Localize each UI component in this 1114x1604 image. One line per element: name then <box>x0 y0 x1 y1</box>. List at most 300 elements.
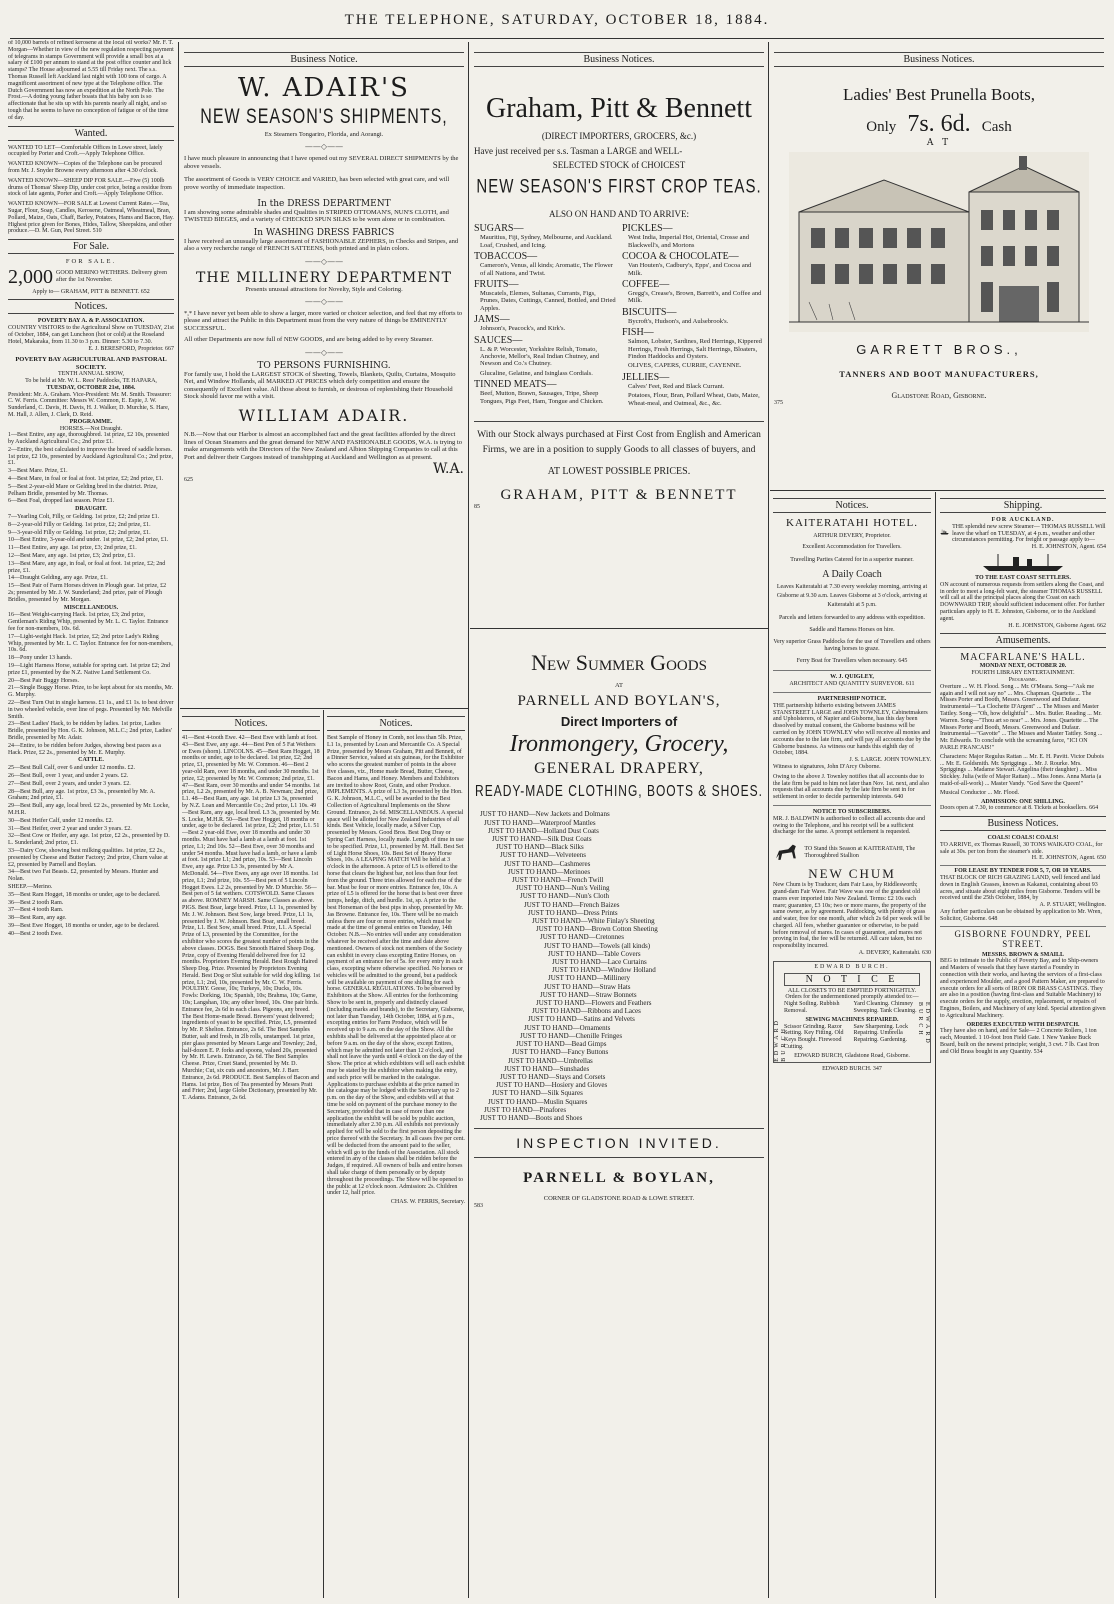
programme-title: PROGRAMME. <box>69 418 113 425</box>
grocery-item <box>622 327 764 360</box>
partnership-owing: Owing to the above J. Townley notifies that all accounts due to the late firm be paid to him not later than Nov. 1st. next, and also requests that all accounts due by the late firm be sent in for settlement in order to decide partnership interests. 640 <box>773 773 930 801</box>
show-class-item: 8—2-year-old Filly or Gelding. 1st prize, £2; 2nd prize, £1. <box>8 521 151 528</box>
eastcoast-title: TO THE EAST COAST SETTLERS. <box>975 574 1071 581</box>
admission: ADMISSION: ONE SHILLING. <box>981 798 1065 805</box>
wanted-ad: WANTED TO LET—Comfortable Offices in Lowe street, lately occupied by Porter and Croft.—Apply Telephone Office. <box>8 144 163 158</box>
dress-text: I am showing some admirable shades and Qualities in STRIPED OTTOMAN'S, NUN'S CLOTH, and TWISTED BIEGES, and a variety of CHECKED SPUN SILKS to be worn alone or in combination. <box>184 209 449 224</box>
show-class-item: 38—Best Ram, any age. <box>8 915 67 922</box>
grocery-item-heading: PICKLES— <box>622 223 673 235</box>
parnell-signature: PARNELL & BOYLAN, <box>523 1170 715 1187</box>
grocery-item <box>622 362 764 369</box>
shipping-header: Shipping. <box>940 498 1106 513</box>
show-class-item: 28—Best Bull, any age. 1st prize, £3 3s., presented by Mr. A. Graham; 2nd prize, £1. <box>8 788 156 802</box>
grocery-item <box>474 251 616 277</box>
adair-intro: I have much pleasure in announcing that I have opened out my SEVERAL DIRECT SHIPMENTS by the above vessels. <box>184 155 459 170</box>
grocery-item <box>474 370 616 377</box>
show-class-item: 39—Best Ewe Hogget, 18 months or under, age to be declared. <box>8 922 160 929</box>
show-class-item: 13—Best Mare, any age, in foal, or foal at foot. 1st prize, £2; 2nd prize, £1. <box>8 560 166 574</box>
stallion-text: New Chum is by Traducer, dam Fair Lass, by Riddlesworth; grand-dam Fair Wave. Fair Wave was one of the grandest old mares ever imported into New Zealand. Terms: £2 10s each mare; guarantee, £3 10s; two or more mares, the property of the same owner, as by agreement. Paddocking, with plenty of grass and water, free for one month, after which 2s 6d per week will be charged. All fees, whether guarantee or otherwise, to be paid before removal of mares. In cases of guarantee, and mares not proving in foal, the fee will be returned. All care taken, but no responsibility incurred. <box>773 882 930 950</box>
just-to-hand-line: JUST TO HAND—Waterproof Mantles <box>484 818 596 827</box>
parnell-drapery: GENERAL DRAPERY, <box>534 760 704 778</box>
quigley-name: W. J. QUIGLEY, <box>773 670 931 681</box>
horse-icon <box>773 840 800 866</box>
grocery-item <box>622 279 764 305</box>
show-class-item: 4—Best Mare, in foal or foal at foot. 1st prize, £2; 2nd prize, £1. <box>8 476 164 483</box>
notices-header: Notices. <box>8 299 174 314</box>
parnell-iron: Ironmongery, Grocery, <box>509 731 729 758</box>
adair-header: Business Notice. <box>184 52 464 67</box>
just-to-hand-line: JUST TO HAND—Ribbons and Laces <box>532 1007 641 1016</box>
just-to-hand-line: JUST TO HAND—Nun's Veiling <box>516 884 610 893</box>
ship2-text: ON account of numerous requests from settlers along the Coast, and in order to meet a long-felt want, the steamer THOMAS RUSSELL will call at all the principal places along the Coast on each DOWNWARD TRIP, should sufficient inducement offer. For further particulars apply to H. E. Johnston, Gisborne, or to the Auckland agent. <box>940 581 1105 622</box>
saddle-text: Saddle and Harness Horses on hire. <box>809 627 895 634</box>
grocery-item-heading: COFFEE— <box>622 279 670 291</box>
forsale-number: 2,000 <box>8 265 53 288</box>
show-class-item: 22—Best Turn Out in single harness. £1 1s., and £1 1s. to best driver in two wheeled vehicle, over line of pegs. Presented by Mr. Melville Smith. <box>8 699 174 720</box>
ship1-ad <box>940 524 1106 544</box>
ornament: ——◇—— <box>304 297 344 307</box>
grocery-item-detail: Potatoes, Flour, Bran, Pollard Wheat, Oats, Maize, Wheat-meal, and Oatmeal, &c., &c. <box>628 392 760 407</box>
partnership-sig: J. S. LARGE. JOHN TOWNLEY. <box>849 757 931 764</box>
graham-title: Graham, Pitt & Bennett <box>486 93 752 124</box>
just-to-hand-line: JUST TO HAND—Silk Squares <box>492 1089 583 1098</box>
grocery-item <box>622 392 764 407</box>
society-where: To be held at Mr. W. L. Rees' Paddocks, TE HAPARA, <box>25 377 157 384</box>
burch-bottom: EDWARD BURCH. 347 <box>822 1065 882 1072</box>
assoc-title: POVERTY BAY A. & P. ASSOCIATION. <box>37 318 145 325</box>
grocery-item-heading: SAUCES— <box>474 334 523 346</box>
show-class-item: 11—Best Entire, any age. 1st prize, £3; 2nd prize, £1. <box>8 545 137 552</box>
forsale-apply: Apply to— GRAHAM, PITT & BENNETT. 652 <box>32 288 150 295</box>
column-five <box>773 494 931 1596</box>
adair-other: All other Departments are now full of NEW GOODS, and are being added to by every Steamer. <box>184 336 433 344</box>
section-rule <box>180 708 468 709</box>
lease-sig: A. P. STUART, Wellington. <box>1039 902 1106 909</box>
just-to-hand-line: JUST TO HAND—Cretonnes <box>540 933 625 942</box>
show-class-item: 30—Best Heifer Calf, under 12 months. £2. <box>8 817 114 824</box>
grocery-item-detail: Muscatels, Elemes, Sultanas, Currants, Figs, Prunes, Dates, Cuttings, Canned, Bottled, and Dried Apples. <box>480 290 616 312</box>
garrett-num: 375 <box>774 400 783 406</box>
show-class-item: 25—Best Bull Calf, over 6 and under 12 months. £2. <box>8 765 135 772</box>
just-to-hand-line: JUST TO HAND—Velveteens <box>500 851 586 860</box>
building-illustration <box>789 152 1089 332</box>
notices-header: Notices. <box>182 716 320 731</box>
just-to-hand-line: JUST TO HAND—Millinery <box>548 974 631 983</box>
grocery-item <box>622 307 764 325</box>
section-rule <box>770 490 1104 491</box>
just-to-hand-line: JUST TO HAND—New Jackets and Dolmans <box>480 810 610 819</box>
show-class-item: 9—3-year-old Filly or Gelding. 1st prize, £2; 2nd prize, £1. <box>8 529 151 536</box>
grocery-item <box>474 223 616 249</box>
society-title: POVERTY BAY AGRICULTURAL AND PASTORAL SOCIETY. <box>15 356 167 371</box>
coals-title: COALS! COALS! COALS! <box>987 835 1059 842</box>
society-sub: TENTH ANNUAL SHOW, <box>57 371 125 378</box>
wanted-header: Wanted. <box>8 126 174 141</box>
show-class-item: 32—Best Cow or Heifer, any age. 1st prize, £2 2s., presented by D. L. Sunderland; 2nd prize, £1. <box>8 833 170 847</box>
grocery-item-detail: Cameron's, Venus, all kinds; Aromatic, The Flower of all Nations, and Twist. <box>480 262 613 277</box>
garrett-only: Only <box>866 119 897 135</box>
programme-text: Overture ... W. H. Flood. Song ... Mr. O'Meara. Song—"Ask me again and I will not say no" ... Mrs. Chapman. Quartette ... The Misses Porter and Booth, Messrs. Greenwood and Dufaur. Instrumental—"La Clochette D'Argent" ... The Misses and Master Tattley. Song—"Oh, how delightful" ... Mrs. Butler. Reading ... Mr. Warren. Song—"Thou art so near" ... Mrs. Jones. Quartette ... The Misses Porter and Booth, Messrs. Greenwood and Dufaur. Instrumental—"Gavotte" ... The Misses and Master Tattley. Song ... Mr. Edwards. To conclude with the screaming farce, "ICI ON PARLE FRANCAIS!" <box>940 683 1103 751</box>
coach-text: Leaves Kaiteratahi at 7.30 every weekday morning, arriving at Gisborne at 9.30 a.m. Leaves Gisborne at 3 o'clock, arriving at Kaiteratahi at 5 p.m. <box>776 584 928 609</box>
show-notices-left <box>182 712 320 1598</box>
graham-sub: (DIRECT IMPORTERS, GROCERS, &c.) <box>541 131 697 141</box>
burch-signature: EDWARD BURCH, Gladstone Road, Gisborne. <box>794 1052 910 1059</box>
show-class-item: 19—Light Harness Horse, suitable for spring cart. 1st prize £2; 2nd prize £1, presented by the N.Z. Native Land Settlement Co. <box>8 663 170 676</box>
wanted-ad: WANTED KNOWN—Copies of the Telephone can be procured from Mr. J. Snyder Browne every afternoon after 4.30 o'clock. <box>8 161 162 174</box>
graham-advert <box>474 48 764 626</box>
lease-text: THAT BLOCK OF RICH GRAZING LAND, well fenced and laid down in English Grasses, known as Kakanui, containing about 93 acres, and situate about eight miles from Gisborne. Tenders will be received until the 25th October, 1884, by <box>940 875 1101 902</box>
garrett-header: Business Notices. <box>774 52 1104 67</box>
burch-side-right: EDWARD BURCH <box>917 1001 930 1046</box>
show-class-item: 26—Best Bull, over 1 year, and under 2 years. £2. <box>8 772 129 779</box>
adair-note: *,* I have never yet been able to show a larger, more varied or choicer selection, and feel that my efforts to please and attract the Public in this Department must from the very nature of things be EMINENTLY SUCCESSFUL. <box>184 310 463 332</box>
grocery-item-detail: Gregg's, Crease's, Brown, Barrett's, and Coffee and Milk. <box>628 290 762 305</box>
just-to-hand-line: JUST TO HAND—Window Holland <box>552 966 656 975</box>
show-class-item: 16—Best Weight-carrying Hack. 1st prize, £3; 2nd prize, Gentleman's Riding Whip, presented by Mr. L. C. Taylor. Entrance fee for non-members, 10s. 6d. <box>8 612 169 633</box>
burch-repairs <box>784 1024 920 1051</box>
grocery-item-detail: Salmon, Lobster, Sardines, Red Herrings, Kippered Herrings, Fresh Herrings, Salt Herrings, Bloaters, Findon Haddocks and Oysters. <box>628 338 762 361</box>
show-class-item: 23—Best Ladies' Hack, to be ridden by ladies. 1st prize, Ladies Bridle, presented by Hon. G. K. Johnson, M.L.C.; 2nd prize, Ladies' Bridle, presented by Mr. Adair. <box>8 721 172 741</box>
adair-num: 625 <box>184 476 193 483</box>
hotel-title: KAITERATAHI HOTEL. <box>786 517 918 529</box>
burch-services-b: Yard Cleaning. Chimney Sweeping. Tank Cleaning. <box>853 1001 917 1015</box>
parnell-advert <box>474 636 764 1596</box>
secretary-sig: CHAS. W. FERRIS, Secretary. <box>390 1199 465 1206</box>
column-rule <box>178 42 179 1598</box>
subscribers-text: MR. J. BALDWIN is authorised to collect all accounts due and owing to the Telephone, and his receipt will be a sufficient discharge for the same. A prompt settlement is requested. <box>773 815 925 836</box>
grocery-item <box>622 372 764 390</box>
lease-header: FOR LEASE BY TENDER FOR 5, 7, OR 10 YEARS. <box>940 865 1106 875</box>
graham-header: Business Notices. <box>474 52 764 67</box>
grocery-item <box>622 223 764 249</box>
foundry-text: BEG to intimate to the Public of Poverty Bay, and to Ship-owners and Masters of vessels that they have started a Foundry in connection with their works, and having the services of a first-class and experienced Moulder, and a good Pattern Maker, are prepared to execute orders for all sorts of IRON OR BRASS CASTINGS. They are also in a position (having first-class and Suitable Machinery) to execute orders for the supply, erection, replacement, or repairs of Engines, Boilers, and Machinery of any kind. Special attention given to Agricultural Machinery. <box>940 958 1106 1019</box>
dress-header: In the DRESS DEPARTMENT <box>257 199 391 210</box>
steamship-icon <box>940 524 949 540</box>
grocery-item <box>474 379 616 405</box>
grocery-item-detail: Calves' Feet, Red and Black Currant. <box>628 382 725 390</box>
show-notices-right <box>327 712 465 1598</box>
adair-title: W. ADAIR'S <box>238 73 410 103</box>
wanted-list <box>8 145 174 236</box>
parnell-num: 583 <box>474 1202 483 1209</box>
show-class-item: 6—Best Foal, dropped last season. Prize £1. <box>8 498 115 505</box>
show-class-item: 18—Pony under 13 hands. <box>8 655 72 662</box>
column-rule <box>323 710 324 1598</box>
graham-items-left <box>474 223 616 409</box>
society-date: TUESDAY, OCTOBER 21st, 1884. <box>46 384 136 391</box>
quigley-architect: ARCHITECT AND QUANTITY SURVEYOR. 611 <box>789 681 915 688</box>
garrett-cash: Cash <box>981 119 1012 135</box>
partnership-text: THE partnership hitherto existing between JAMES STANSTREET LARGE and JOHN TOWNLEY, Cabinetmakers and Upholsterers, of Napier and Gisborne, has this day been dissolved by mutual consent, the Gisborne business will be carried on by JOHN TOWNLEY who will receive all monies and accounts due to the late firm, and will pay all accounts due by the Gisborne business. As witness our hands this eighth day of October, 1884. <box>773 702 931 757</box>
business-header: Business Notices. <box>940 816 1106 831</box>
adair-steamers: Ex Steamers Tongariro, Florida, and Aorangi. <box>264 131 384 138</box>
grocery-item-heading: JAMS— <box>474 314 510 326</box>
news-intro: of 10,000 barrels of refined kerosene at the local oil works? Mr. F. T. Morgan—Whether in view of the new regulation respecting payment of telegrams in stamps Government will provide a small box at a salary of £100 per annum to stand at the post office counter and lick stamps? The House adjourned at 5.55 till Friday next. The s.s. Thomas Russell left Auckland last night with 100 tons of cargo. A magnificent assortment of new type at the Telephone office. The Dutch Government has now an expedition at the North Pole. The Frost.—A doting young father boasts that his baby son is so affectionate that he sits up with his parents nearly all night, and so tough that he seems to have no conception of fatigue or of the time of day. <box>8 40 174 121</box>
show-class-item: 35—Best Ram Hogget, 18 months or under, age to be declared. <box>8 891 161 898</box>
steamship-illustration <box>943 553 1103 573</box>
just-to-hand-line: JUST TO HAND—French Baizes <box>524 900 620 909</box>
furnish-text: For family use, I hold the LARGEST STOCK of Sheeting, Towels, Blankets, Quilts, Curtains, Mosquito Net, and Window Hollands, all MARKED AT PRICES which defy competition and ensure the consequently of Excellent value. All those about to furnish, or desirous of replenishing their Household Stock should favor me with a visit. <box>184 370 456 400</box>
graham-line2: SELECTED STOCK of CHOICEST <box>552 160 686 171</box>
just-to-hand-line: JUST TO HAND—Pinafores <box>484 1105 567 1114</box>
hall-fourth: FOURTH LIBRARY ENTERTAINMENT. <box>971 670 1075 677</box>
show-class-item: 2—Entire, the best calculated to improve the breed of saddle horses. 1st prize, £2 10s, presented by Auckland Agricultural Co.; 2nd prize, £1. <box>8 446 173 467</box>
coals-text: TO ARRIVE, ex Thomas Russell, 30 TONS WAIKATO COAL, for sale at 30s. per ton from the steamer's side. <box>940 841 1103 855</box>
auckland-title: FOR AUCKLAND. <box>991 517 1055 523</box>
assoc-text: COUNTRY VISITORS to the Agricultural Show on TUESDAY, 21st of October, 1884, can get Luncheon (hot or cold) at the Roseland Hotel, Makaraka, from 11.30 to 3 p.m. Dinner: 5.30 to 7.30. <box>8 325 174 345</box>
grocery-item-detail: West India, Imperial Hot, Oriental, Crosse and Blackwell's, and Mortons <box>628 234 749 249</box>
stallion-sig: A. DEVERY, Kaiteratahi. 630 <box>858 950 931 957</box>
hall-title: MACFARLANE'S HALL. <box>960 652 1086 664</box>
grocery-item-heading: BISCUITS— <box>622 306 677 318</box>
ship2-sig: H. E. JOHNSTON, Gisborne Agent. 662 <box>1008 622 1106 629</box>
grocery-item <box>622 251 764 277</box>
masthead-title: THE TELEPHONE, SATURDAY, OCTOBER 18, 1884. <box>344 12 770 28</box>
amusements-header: Amusements. <box>940 633 1106 648</box>
garrett-at: A T <box>926 138 952 148</box>
musical-conductor: Musical Conductor ... Mr. Flood. <box>940 789 1020 796</box>
millinery-header: THE MILLINERY DEPARTMENT <box>196 269 452 286</box>
just-to-hand-line: JUST TO HAND—Sunshades <box>504 1064 590 1073</box>
just-to-hand-line: JUST TO HAND—Table Covers <box>548 949 641 958</box>
washing-text: I have received an unusually large assortment of FASHIONABLE ZEPHERS, in Checks and Stripes, and also a very recherche range of FRENCH SATTEENS, both printed and in plain colors. <box>184 237 459 253</box>
show-class-item: CATTLE. <box>78 757 104 764</box>
adair-signature: WILLIAM ADAIR. <box>238 406 410 426</box>
stallion-stand: TO Stand this Season at KAITERATAHI, The Thoroughbred Stallion <box>804 846 916 860</box>
burch-header: EDWARD BURCH. <box>814 963 890 970</box>
ornament: ——◇—— <box>304 256 344 266</box>
foundry-brown: MESSRS. BROWN & SMAILL <box>981 951 1064 958</box>
show-class-item: DRAUGHT. <box>75 506 107 513</box>
hotel-excellent: Excellent Accommodation for Travellers. <box>802 543 902 550</box>
show-regulations-text: Best Sample of Honey in Comb, not less than 5lb. Prize, L1 1s, presented by Loan and Mercantile Co. A Special Prize, presented by Messrs Graham, Pitt and Bennett, of a Dinner Service, valued at six guineas, for the Exhibitor who scores the greatest number of points in the above five classes, viz., Home made Bread, Butter, Cheese, Bacon and Hams, and Honey. Members and Exhibitors are invited to show Root, Grain, and other Produce. IMPLEMENTS. A prize of L3 3s, presented by the Hon. G. K. Johnson, M.L.C., will be awarded to the Best Collection of Agricultural Implements on the Show Ground. Entrance, 2s 6d. MISCELLANEOUS. A special space will be allotted for New Zealand Industries of all kinds. Best Vehicle, locally made, a Silver Cup, presented by Messrs. Good Bros. Best Dog Dray or Spring Cart Harness, locally made. Length of time in use to be specified. Prize, L1, presented by M. Hall. Best Set of Light Horse Shoes, 10s. Best Set of Heavy Horse Shoes, 10s. A LEAPING MATCH Will be held at 3 o'clock in the afternoon. A prize of L5 is offered to the horse that clears the highest bar, not less than four feet from the ground. Three tries allowed for each rise of the bar. Must be four or more entries. Entrance fee, 10s. A prize of L5 is offered for the horse that is best over three jumps, hedge, ditch, and hurdle. 1st, sp. A prize to the best Horseman of the best pips in shop, presented by Mr. Jas Browne. Entrance fee, 10s. There will be no match unless there are four or more entries, which must be made at the time of general entries on Tuesday, 14th October. N.B.—No entries will under any consideration whatever be received after the time and date above mentioned. Owners of stock not members of the Society can exhibit in every class excepting Entire Horses, on payment of an entrance fee of 5s. for every entry in such class, excepting where otherwise specified. No horses or vehicles will be admitted to the ground, but a paddock will be available on payment of one shilling for each horse. GENERAL REGULATIONS. To be observed by Exhibitors at the Show. All entries for the forthcoming Show to be sent in, properly and distinctly classed (including marks and brands), to the Secretary, Gisborne, not later than Tuesday, 14th October, 1884, at 6 p.m., excepting entries for Farm Produce, which will be received up to 9 a.m. on the day of the Show. All the exhibits shall be delivered at the appointed place at or before 9 a.m. on the day of the show, except Entires, which may be admitted not later than 12 o'clock, and shall not leave the yards until 4 o'clock on the day of the Show. The price at which exhibitors will sell each exhibit may be stated by the exhibitor when making the entry, and such price will be marked in the catalogue. Applications to purchase exhibits at the price named in the catalogue may be lodged with the Secretary up to 2 p.m. on the day of the Show, and exhibits will at that time be sold on payment of the purchase money to the Secretary, provided that in case of more than one application the exhibit will be sold by public auction, immediately after 2.30 p.m. All exhibits not previously applied for will be sold to the first person depositing the price thereof with the Secretary. In all cases five per cent. will be deducted from the amount paid to the seller, which will go to the funds of the Association. All stock entered in any of the classes shall be ridden before the Judges, if required. All owners of bulls and entire horses shall take charge of them personally or by deputy throughout the proceedings. The Show will be opened to the public at 12 o'clock noon. Admission: 2s. Children under 12, half price. <box>327 735 465 1197</box>
just-to-hand-line: JUST TO HAND—Black Silks <box>496 843 584 852</box>
adair-advert <box>184 48 464 708</box>
ship1-text: THE splendid new screw Steamer— THOMAS RUSSELL Will leave the wharf on TUESDAY, at 4 p.m., weather and other circumstances permitting. For freight or passage apply to— <box>952 523 1106 544</box>
masthead <box>0 0 1114 40</box>
grocery-item-heading: TOBACCOS— <box>474 251 538 263</box>
just-to-hand-line: JUST TO HAND—Muslin Squares <box>488 1097 588 1106</box>
foundry-despatch: ORDERS EXECUTED WITH DESPATCH. <box>966 1021 1080 1028</box>
show-class-item: 15—Best Pair of Farm Horses driven in Plough gear. 1st prize, £2 2s; presented by Mr. J. W. Sunderland; 2nd prize, pair of Plough Bridles, presented by Mr. Morgan. <box>8 583 167 603</box>
just-to-hand-line: JUST TO HAND—Lace Curtains <box>552 958 647 967</box>
show-class-item: 10—Best Entire, 3-year-old and under. 1st prize, £2; 2nd prize, £1. <box>8 537 169 544</box>
stallion-ad <box>773 840 931 866</box>
inspection-invited: INSPECTION INVITED. <box>516 1135 722 1152</box>
graham-teas: NEW SEASON'S FIRST CROP TEAS. <box>476 175 762 198</box>
ornament: ——◇—— <box>304 142 344 152</box>
burch-box <box>773 961 931 1063</box>
just-to-hand-line: JUST TO HAND—Flowers and Feathers <box>536 999 652 1008</box>
stallion-name: NEW CHUM <box>808 866 896 882</box>
just-to-hand-line: JUST TO HAND—Brown Cotton Sheeting <box>536 925 658 934</box>
grocery-item-heading: JELLIES— <box>622 371 670 383</box>
coach-header: A Daily Coach <box>822 569 882 581</box>
notices-header: Notices. <box>773 498 931 513</box>
just-to-hand-line: JUST TO HAND—Boots and Shoes <box>480 1113 583 1122</box>
parnell-title2: PARNELL AND BOYLAN'S, <box>517 693 721 710</box>
washing-header: In WASHING DRESS FABRICS <box>253 227 395 238</box>
wanted-ad: WANTED KNOWN—SHEEP DIP FOR SALE.—Five (5) 100lb drums of Thomas' Sheep Dip, under cost price, being a residue from stock of late agents, Porter and Croft.—Apply Telephone Office. <box>8 177 172 198</box>
burch-notice: N O T I C E <box>784 973 920 986</box>
just-to-hand-line: JUST TO HAND—Straw Bonnets <box>540 990 637 999</box>
grocery-item-detail: Johnson's, Peacock's, and Kirk's. <box>480 325 566 333</box>
just-to-hand-line: JUST TO HAND—Hosiery and Gloves <box>496 1081 608 1090</box>
grocery-item-detail: Bycroft's, Hudson's, and Aulsebrook's. <box>628 317 729 325</box>
foundry-title: GISBORNE FOUNDRY, PEEL STREET. <box>940 926 1106 949</box>
burch-closets: ALL CLOSETS TO BE EMPTIED FORTNIGHTLY. <box>787 987 917 994</box>
hotel-travelling: Travelling Parties Catered for in a superior manner. <box>790 556 914 563</box>
just-to-hand-line: JUST TO HAND—French Twill <box>512 876 604 885</box>
parnell-at: AT <box>615 682 623 689</box>
classes-list <box>8 432 174 937</box>
grocery-item <box>474 279 616 312</box>
column-rule <box>768 42 769 1598</box>
column-rule <box>468 42 469 1598</box>
grocery-item <box>474 335 616 368</box>
burch-side-left: EDWARD BURCH <box>774 1017 787 1062</box>
masthead-rule <box>10 38 1104 39</box>
graham-arrive: ALSO ON HAND AND TO ARRIVE: <box>549 209 689 220</box>
grocery-item-heading: SUGARS— <box>474 223 524 235</box>
graham-line1: Have just received per s.s. Tasman a LARGE and WELL- <box>474 146 683 157</box>
notices-header: Notices. <box>327 716 465 731</box>
just-to-hand-line: JUST TO HAND—Umbrellas <box>508 1056 593 1065</box>
forsale-text: GOOD MERINO WETHERS. Delivery given after the 1st November. <box>56 270 168 284</box>
just-to-hand-line: JUST TO HAND—Bead Gimps <box>516 1040 607 1049</box>
coals-sig: H. E. JOHNSTON, Agent. 650 <box>1031 855 1106 862</box>
just-to-hand-list <box>474 810 764 1122</box>
just-to-hand-line: JUST TO HAND—Towels (all kinds) <box>544 941 651 950</box>
wanted-ad: WANTED KNOWN—FOR SALE at Lowest Current Rates.—Tea, Sugar, Flour, Soap, Candles, Kerosene, Oatmeal, Wheatmeal, Bran, Pollard, Maize, Oats, Chaff, Barley, Potatoes, Hams and Bacon, Hay. Highest price given for Bones, Hides, Tallow, Sheepskins, and other produce.—D. M. Gun, Peel Street. 510 <box>8 201 174 235</box>
doors-text: Doors open at 7.30, to commence at 8. Tickets at booksellers. 664 <box>940 805 1099 812</box>
show-class-item: 24—Entire, to be ridden before Judges, showing best paces as a Hack. Prize, £2 2s., presented by Mr. E. Murphy. <box>8 742 161 756</box>
grocery-item-detail: L. & P. Worcester, Yorkshire Relish, Tomato, Anchovie, Mellor's, Real Indian Chutney, and Newson and Co.'s Chutney. <box>480 345 600 368</box>
garrett-advert <box>774 48 1104 488</box>
show-class-item: 29—Best Bull, any age, local bred. £2 2s., presented by Mr. Locke, M.H.R. <box>8 803 170 816</box>
show-class-item: 21—Single Buggy Horse. Prize, to be kept about for six months, Mr. G. Murphy. <box>8 685 174 699</box>
parnell-title1: New Summer Goods <box>531 650 707 675</box>
grocery-item-detail: OLIVES, CAPERS, CURRIE, CAYENNE. <box>628 362 742 370</box>
garrett-price-line <box>774 111 1104 138</box>
partnership-header: PARTNERSHIP NOTICE. <box>773 692 931 703</box>
just-to-hand-line: JUST TO HAND—Stays and Corsets <box>500 1072 606 1081</box>
ferry-text: Ferry Boat for Travellers when necessary. 645 <box>796 657 908 664</box>
column-rule <box>935 492 936 1598</box>
column-six <box>940 494 1106 1596</box>
show-class-item: 3—Best Mare. Prize, £1. <box>8 468 68 475</box>
forsale-header: For Sale. <box>8 239 174 254</box>
grocery-item-detail: Van Houten's, Cadbury's, Epps', and Cocoa and Milk. <box>628 262 752 277</box>
adair-nb: N.B.—Now that our Harbor is almost an accomplished fact and the great facilities afforded by the direct lines of Ocean Steamers and the great demand for NEW AND FASHIONABLE GOODS, W.A. is trying to make arrangements with the Directors of the New Zealand and Albion Shipping Companies to call at this Port and deliver their Cargoes instead of transhipping at Auckland and Wellington as at present. <box>184 431 462 461</box>
graham-bottom1: With our Stock always purchased at First Cost from English and American Firms, we are in a position to supply Goods to all classes of buyers, and <box>477 430 761 456</box>
burch-sewing: SEWING MACHINES REPAIRED. <box>805 1016 899 1023</box>
hotel-prop: ARTHUR DEVERY, Proprietor. <box>813 533 891 539</box>
millinery-sub: Presents unusual attractions for Novelty, Style and Coloring. <box>245 285 403 293</box>
graham-items-right <box>622 223 764 409</box>
garrett-name: GARRETT BROS., <box>856 342 1022 357</box>
show-class-item: 5—Best 2-year-old Mare or Gelding bred in the district. Prize, Pelham Bridle, presented by Mr. Thomas. <box>8 483 158 497</box>
show-class-item: 36—Best 2 tooth Ram. <box>8 899 64 906</box>
show-class-item: 12—Best Mare, any age. 1st prize, £3; 2nd prize, £1. <box>8 553 135 560</box>
show-class-item: 20—Best Pair Buggy Horses. <box>8 677 79 684</box>
show-classes-text: 41—Best 4-tooth Ewe. 42—Best Ewe with lamb at foot. 43—Best Ewe, any age. 44—Best Pen of 5 Fat Wethers or Ewes (shorn). LINCOLNS. 45—Best Ram Hogget, 18 months or under, age to be declared. 1st prize, £2; 2nd prize, £1, presented by Mr. W. Common. 46—Best 2 year-old Ram, over 18 months, and under 30 months. 1st prize, £2; presented by Mr. W. Common; 2nd prize, £1. 47—Best Ram, over 30 months and under 54 months. 1st prize, L2 2s, presented by Mr. A. B. Newman; 2nd prize, L1. 48—Best Ram, any age. 1st prize L3 3s, presented by N.Z. Loan and Mercantile Co.; 2nd prize, L1 10s. 49—Best Ram, any age, local bred. L3 3s, presented by Mr. S. Locke, M.H.R. 50—Best Ewe Hogget, 18 months or under, age to be declared. 1st prize, L2; 2nd prize, L1. 51—Best 2 year-old Ewe, over 18 months and under 30 months. Must have had a lamb at a lamb at foot. 1st prize, L1; 2nd 10s. 52—Best Ewe, over 30 months and under 54 months. Must have had a lamb, or have a lamb at foot. 1st prize L1; 2nd prize, 10s. 53—Best Lincoln Ewe, any age. Prize L3 3s, presented by Mr A. McDonald. 54—Five Ewes, any age over 18 months. 1st prize, L1; 2nd prize, 10s. 55—Best pen of 5 Lincoln Hogget Ewes. L2 2s, presented by Mr. D Murchie. 56—Best pen of 5 fat wethers. COTSWOLD. Same Classes as above. ROMNEY MARSH. Same Classes as above. PIGS. Best Boar, large breed. Prize, L1 1s, presented by Mr. J. W. Johnson. Best Sow, large breed. Prize, L1 1s, presented by J. W. Johnson. Best Boar, small breed. Prize, L1. Best Sow, small breed. Prize, L1. A Special Prize of L3, presented by the Committee, for the exhibitor who scores the greatest number of points in the above classes. DOGS. Best Smooth Haired Sheep Dog. Prize, copy of Evening Herald delivered free for 12 months. Proprietors Evening Herald. Best Rough Haired Sheep Dog. Prize. Presented by Proprietors Evening Herald. Best Dog or Slut suitable for wild dog killing. 1st prize, L1; 2nd, 10s, presented by Mr. C. W. Ferris. POULTRY. Geese, 10s; Turkeys, 10s; Ducks, 10s. Fowls: Dorking, 10s; Spanish, 10s; Brahma, 10s; Game, 10s; Langshan, 10s; any other breed, 10s. One pair birds. Entrance fee, 2s 6d in each class. Pigeons, any breed. The Best Home-made Bread. Brewers' yeast delivered; ingredients of yeast to be specified. Prize, L5, presented by Mr. P. Shelton. Entrance, 2s 6d. The Best Samples Butter, salt and fresh, in 2lb rolls, unstamped. 1st prize, pier glass presented by Messrs Large and Townley; 2nd, half-dozen E. P. forks and spoons, valued 20s, presented by Mr. H. Lewis. Entrance, 2s 6d. The Best Samples Cheese. Prize, Cruet Stand, presented by Mr. D. Murchie; Cut, six cuts and ancestors, Mr. J. Barr. Entrance, 2s 6d. PRODUCE. Best Samples of Bacon and Hams. 1st prize, Box of Tea presented by Messrs Pratt and Frier; 2nd, large Globe Dictionary, presented by Mr. T. Adams. Entrance, 2s 6d. <box>182 735 320 1102</box>
subscribers-header: NOTICE TO SUBSCRIBERS. <box>773 805 931 816</box>
grocery-item-detail: Beef, Mutton, Brawn, Sausages, Tripe, Sheep Tongues, Pigs Feet, Ham, Tongue and Chicken. <box>480 390 604 405</box>
show-class-item: 17—Light-weight Hack. 1st prize, £2; 2nd prize Lady's Riding Whip, presented by Mr. L. C. Taylor. Entrance fee for non-members, 10s. 6d. <box>8 633 173 654</box>
show-class-item: 37—Best 4 tooth Ram. <box>8 907 64 914</box>
burch-orders: Orders for the undermentioned promptly attended to:— <box>785 994 919 1001</box>
just-to-hand-line: JUST TO HAND—White Finlay's Sheeting <box>532 917 655 926</box>
forsale-title: FOR SALE. <box>65 258 117 266</box>
just-to-hand-line: JUST TO HAND—Nun's Cloth <box>520 892 609 901</box>
characters-text: Characters: Major Regulus Rattan ... Mr. E. H. Pavitt. Victor Dubois ... Mr. E. Goldsmith. Mr. Spriggings ... Mr. J. Rourke. Mrs. Spriggings ... Madame Stewart. Angelina (their daughter) ... Miss Stickley. Julia (wife of Major Rattan) ... Miss Jones. Anna Maria (a maid-of-all-work) ... Master Vandy. "God Save the Queen!" <box>940 753 1105 787</box>
show-class-item: 34—Best two Fat Beasts. £2, presented by Messrs. Hunter and Nolan. <box>8 869 159 883</box>
hall-monday: MONDAY NEXT, OCTOBER 20. <box>979 663 1067 670</box>
lease-more: Any further particulars can be obtained by application to Mr. Wren, Solicitor, Gisborne. 648 <box>940 909 1102 922</box>
parnell-ready: READY-MADE CLOTHING, BOOTS & SHOES. <box>475 782 763 801</box>
show-class-item: 7—Yearling Colt, Filly, or Gelding. 1st prize, £2; 2nd prize £1. <box>8 514 160 521</box>
garrett-trade: TANNERS AND BOOT MANUFACTURERS, <box>839 369 1039 379</box>
parcels-text: Parcels and letters forwarded to any address with expedition. <box>778 615 926 622</box>
parnell-addr: CORNER OF GLADSTONE ROAD & LOWE STREET. <box>543 1195 695 1203</box>
adair-subtitle: NEW SEASON'S SHIPMENTS, <box>200 106 448 129</box>
show-class-item: 1—Best Entire, any age, thoroughbred. 1st prize, £2 10s, presented by Auckland Agricultural Co.; 2nd prize £1. <box>8 432 169 446</box>
show-class-item: 27—Best Bull, over 2 years, and under 3 years. £2. <box>8 780 131 787</box>
just-to-hand-line: JUST TO HAND—Straw Hats <box>544 982 631 991</box>
just-to-hand-line: JUST TO HAND—Fancy Buttons <box>512 1048 609 1057</box>
garrett-title: Ladies' Best Prunella Boots, <box>843 85 1035 104</box>
forsale-ad <box>8 266 174 289</box>
show-class-item: SHEEP.—Merino. <box>8 883 53 890</box>
ornament: ——◇—— <box>304 347 344 357</box>
adair-p2: The assortment of Goods is VERY CHOICE and VARIED, has been selected with great care, and will prove worthy of immediate inspection. <box>184 176 450 191</box>
graham-bottom2: AT LOWEST POSSIBLE PRICES. <box>547 466 691 478</box>
just-to-hand-line: JUST TO HAND—Ornaments <box>524 1023 611 1032</box>
society-officers: President: Mr. A. Graham. Vice-President: Mr. M. Smith. Treasurer: C. W. Ferris. Committee: Messrs W. Common, E. Espie, J. W. Sunderland, C. Davis, H. Davis, H. J. Walker, D. Murchie, S. Hare, M. Hall, J. Allen, J. Clark, D. Reid. <box>8 391 172 418</box>
foundry-sale: They have also on hand, and for Sale— 2 Concrete Rollers, 1 ton each, Mounted. 1 10-foot Iron Field Gate. 1 New Yankee Buck Board, built on the newest principle; weight, 3 cwt. 7 lb. Cast Iron and Old Brass bought in any Quantity. 534 <box>940 1028 1099 1055</box>
ship1-sig: H. E. JOHNSTON, Agent. 654 <box>1031 544 1106 551</box>
grocery-item-heading: TINNED MEATS— <box>474 379 557 391</box>
horses-title: HORSES.—Not Draught. <box>59 425 123 432</box>
graham-num: 85 <box>474 504 480 511</box>
grocery-item-detail: Mauritius, Fiji, Sydney, Melbourne, and Auckland. Loaf, Crushed, and Icing. <box>480 234 613 249</box>
grocery-item-heading: FRUITS— <box>474 279 519 291</box>
grass-text: Very superior Grass Paddocks for the use of Travellers and others having horses to graze. <box>773 638 931 652</box>
just-to-hand-line: JUST TO HAND—Satins and Velvets <box>528 1015 635 1024</box>
garrett-price: 7s. 6d. <box>907 111 971 137</box>
show-class-item: 14—Draught Gelding, any age. Prize, £1. <box>8 575 108 582</box>
just-to-hand-line: JUST TO HAND—Dress Prints <box>528 908 618 917</box>
burch-repairs-a: Scissor Grinding. Razor Setting. Key Fitting. Old Keys Bought. Firewood Cutting. <box>784 1023 844 1051</box>
parnell-direct: Direct Importers of <box>560 714 678 730</box>
show-class-item: 31—Best Heifer, over 2 year and under 3 years. £2. <box>8 825 132 832</box>
graham-items <box>474 223 764 409</box>
just-to-hand-line: JUST TO HAND—Chenille Fringes <box>520 1031 623 1040</box>
programme-header: Programme. <box>1008 676 1038 683</box>
furnish-header: TO PERSONS FURNISHING. <box>257 360 391 371</box>
show-class-item: MISCELLANEOUS. <box>63 604 119 611</box>
show-class-item: 40—Best 2 tooth Ewe. <box>8 930 63 937</box>
column-one <box>8 40 174 1588</box>
burch-repairs-b: Saw Sharpening. Lock Repairing. Umbrella Repairing. Gardening. <box>853 1023 908 1044</box>
assoc-sign: E. J. BERESFORD, Proprietor. 667 <box>88 345 174 352</box>
adair-initials: W.A. <box>433 460 464 477</box>
show-class-item: 33—Dairy Cow, showing best milking qualities. 1st prize, £2 2s., presented by Cheese and Butter Factory; 2nd prize, Churn value at £2, presented by Parnell and Boylan. <box>8 847 168 868</box>
just-to-hand-line: JUST TO HAND—Holland Dust Coats <box>488 826 599 835</box>
section-rule <box>470 628 768 629</box>
just-to-hand-line: JUST TO HAND—Silk Dust Coats <box>492 835 592 844</box>
